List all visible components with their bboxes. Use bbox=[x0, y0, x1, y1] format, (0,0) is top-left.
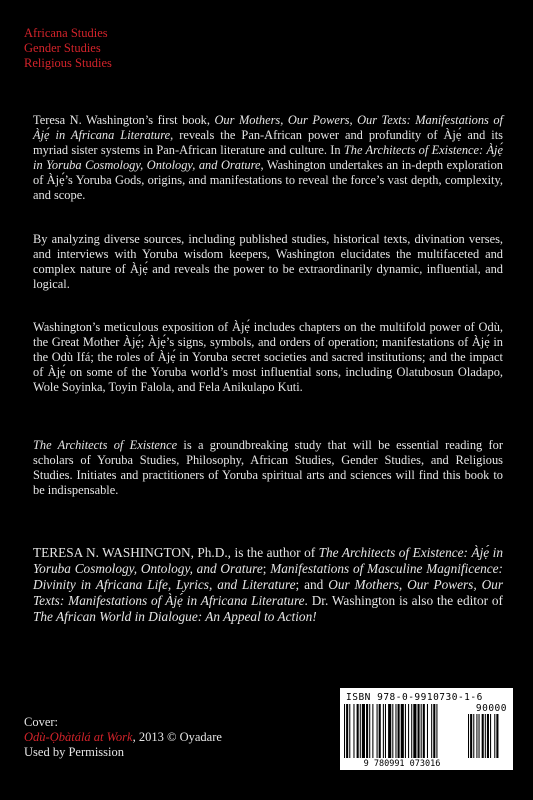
barcode-bar bbox=[344, 704, 345, 758]
italic-title-run: The Architects of Existence bbox=[33, 438, 178, 452]
cover-permission: Used by Permission bbox=[24, 745, 124, 759]
price-barcode-bar bbox=[485, 714, 486, 758]
italic-title-run: Manifestations of Masculine Magnificence: Divinity in Africana Life, Lyrics, and Literature bbox=[33, 561, 503, 592]
barcode-bar bbox=[431, 704, 432, 758]
barcode-bar bbox=[377, 704, 378, 758]
italic-title-run: The Architects of Existence: Àjẹ́ in Yoruba Cosmology, Ontology, and Orature bbox=[33, 545, 504, 576]
price-barcode-bar bbox=[487, 714, 489, 758]
barcode-bar bbox=[392, 704, 393, 758]
barcode-bar bbox=[413, 704, 416, 758]
barcode-bar bbox=[405, 704, 406, 758]
text-run: ; and bbox=[295, 577, 329, 592]
price-barcode-bar bbox=[490, 714, 491, 758]
subject-religious-studies: Religious Studies bbox=[24, 56, 112, 70]
text-run: , Washington undertakes an in-depth exploration of Àjẹ́’s Yoruba Gods, origins, and manifestations to reveal the force’s vast depth, complexity, and scope. bbox=[33, 158, 503, 202]
barcode-bar bbox=[369, 704, 370, 758]
barcode-bar bbox=[372, 704, 373, 758]
cover-credit bbox=[24, 715, 222, 760]
barcode-bar bbox=[385, 704, 386, 758]
barcode-bar bbox=[423, 704, 425, 758]
barcode-bar bbox=[401, 704, 404, 758]
barcode-bar bbox=[433, 704, 435, 758]
price-barcode-bar bbox=[482, 714, 484, 758]
text-run: Washington’s meticulous exposition of Àjẹ́ includes chapters on the multifold power of Odù, the Great Mother Àjẹ́; Àjẹ́’s signs, symbols, and orders of operation; manifestations of Àjẹ́ in the Odù Ifá; the roles of Àjẹ́ in Yoruba secret societies and sacred institutions; and the impact of Àjẹ́ on some of the Yoruba world’s most influential sons, including Olatubosun Oladapo, Wole Soyinka, Toyin Falola, and Fela Anikulapo Kuti. bbox=[33, 320, 503, 394]
italic-title-run: The African World in Dialogue: An Appeal to Action! bbox=[33, 609, 317, 624]
italic-title-run: Our Mothers, Our Powers, Our Texts: Manifestations of Àjẹ́ in Africana Literature bbox=[33, 577, 503, 608]
description-paragraph-2 bbox=[33, 232, 503, 292]
barcode-bar bbox=[346, 704, 348, 758]
isbn-barcode bbox=[340, 688, 513, 770]
italic-title-run: The Architects of Existence: Àjẹ́ in Yoruba Cosmology, Ontology, and Orature bbox=[33, 143, 503, 172]
barcode-bar bbox=[349, 704, 350, 758]
subject-africana-studies: Africana Studies bbox=[24, 26, 108, 40]
barcode-bar bbox=[427, 704, 428, 758]
subject-categories bbox=[24, 26, 112, 71]
description-paragraph-3 bbox=[33, 320, 503, 395]
description-paragraph-1 bbox=[33, 113, 503, 203]
barcode-bar bbox=[379, 704, 381, 758]
barcode-bar bbox=[398, 704, 400, 758]
subject-gender-studies: Gender Studies bbox=[24, 41, 101, 55]
price-barcode-bar bbox=[476, 714, 477, 758]
price-barcode-bar bbox=[473, 714, 474, 758]
text-run: is a groundbreaking study that will be essential reading for scholars of Yoruba Studies, Philosophy, African Studies, Gender Studies, and Religious Studies. Initiates and practitioners of Yoruba spiritual arts and sciences will find this book to be indispensable. bbox=[33, 438, 503, 497]
description-paragraph-4 bbox=[33, 438, 503, 498]
text-run: TERESA N. WASHINGTON, Ph.D., is the author of bbox=[33, 545, 319, 560]
barcode-digits: 9 780991 073016 bbox=[344, 759, 460, 769]
text-run: By analyzing diverse sources, including published studies, historical texts, divination verses, and interviews with Yoruba wisdom keepers, Washington elucidates the multifaceted and complex nature of Àjẹ́ and reveals the power to be extraordinarily dynamic, influential, and logical. bbox=[33, 232, 503, 291]
price-barcode-bar bbox=[479, 714, 480, 758]
text-run: Teresa N. Washington’s first book, bbox=[33, 113, 215, 127]
barcode-bar bbox=[366, 704, 368, 758]
cover-label: Cover: bbox=[24, 715, 59, 729]
barcode-bar bbox=[418, 704, 420, 758]
text-run: ; bbox=[262, 561, 271, 576]
price-barcode-bar bbox=[496, 714, 498, 758]
barcode-bar bbox=[395, 704, 396, 758]
price-barcode-bar bbox=[470, 714, 472, 758]
text-run: , reveals the Pan-African power and profundity of Àjẹ́ and its myriad sister systems in Pan-African literature and culture. In bbox=[33, 128, 503, 157]
italic-title-run: Our Mothers, Our Powers, Our Texts: Manifestations of Àjẹ́ in Africana Literature bbox=[33, 113, 503, 142]
barcode-bar bbox=[421, 704, 422, 758]
price-barcode-bar bbox=[494, 714, 495, 758]
author-bio bbox=[33, 545, 503, 625]
cover-artwork-line bbox=[24, 730, 222, 745]
barcode-bar bbox=[362, 704, 365, 758]
price-code: 90000 bbox=[475, 703, 507, 714]
cover-artwork-credit: , 2013 © Oyadare bbox=[132, 730, 222, 744]
isbn-label: ISBN 978-0-9910730-1-6 bbox=[346, 692, 483, 703]
barcode-bar bbox=[408, 704, 409, 758]
cover-artwork-title: Odù-Ọbàtálá at Work bbox=[24, 730, 133, 744]
text-run: . Dr. Washington is also the editor of bbox=[304, 593, 503, 608]
price-barcode-bar bbox=[468, 714, 469, 758]
barcode-bars bbox=[344, 704, 509, 758]
barcode-bar bbox=[436, 704, 437, 758]
barcode-bar bbox=[383, 704, 384, 758]
barcode-bar bbox=[388, 704, 391, 758]
barcode-bar bbox=[357, 704, 359, 758]
barcode-bar bbox=[360, 704, 361, 758]
barcode-bar bbox=[353, 704, 354, 758]
barcode-bar bbox=[411, 704, 412, 758]
